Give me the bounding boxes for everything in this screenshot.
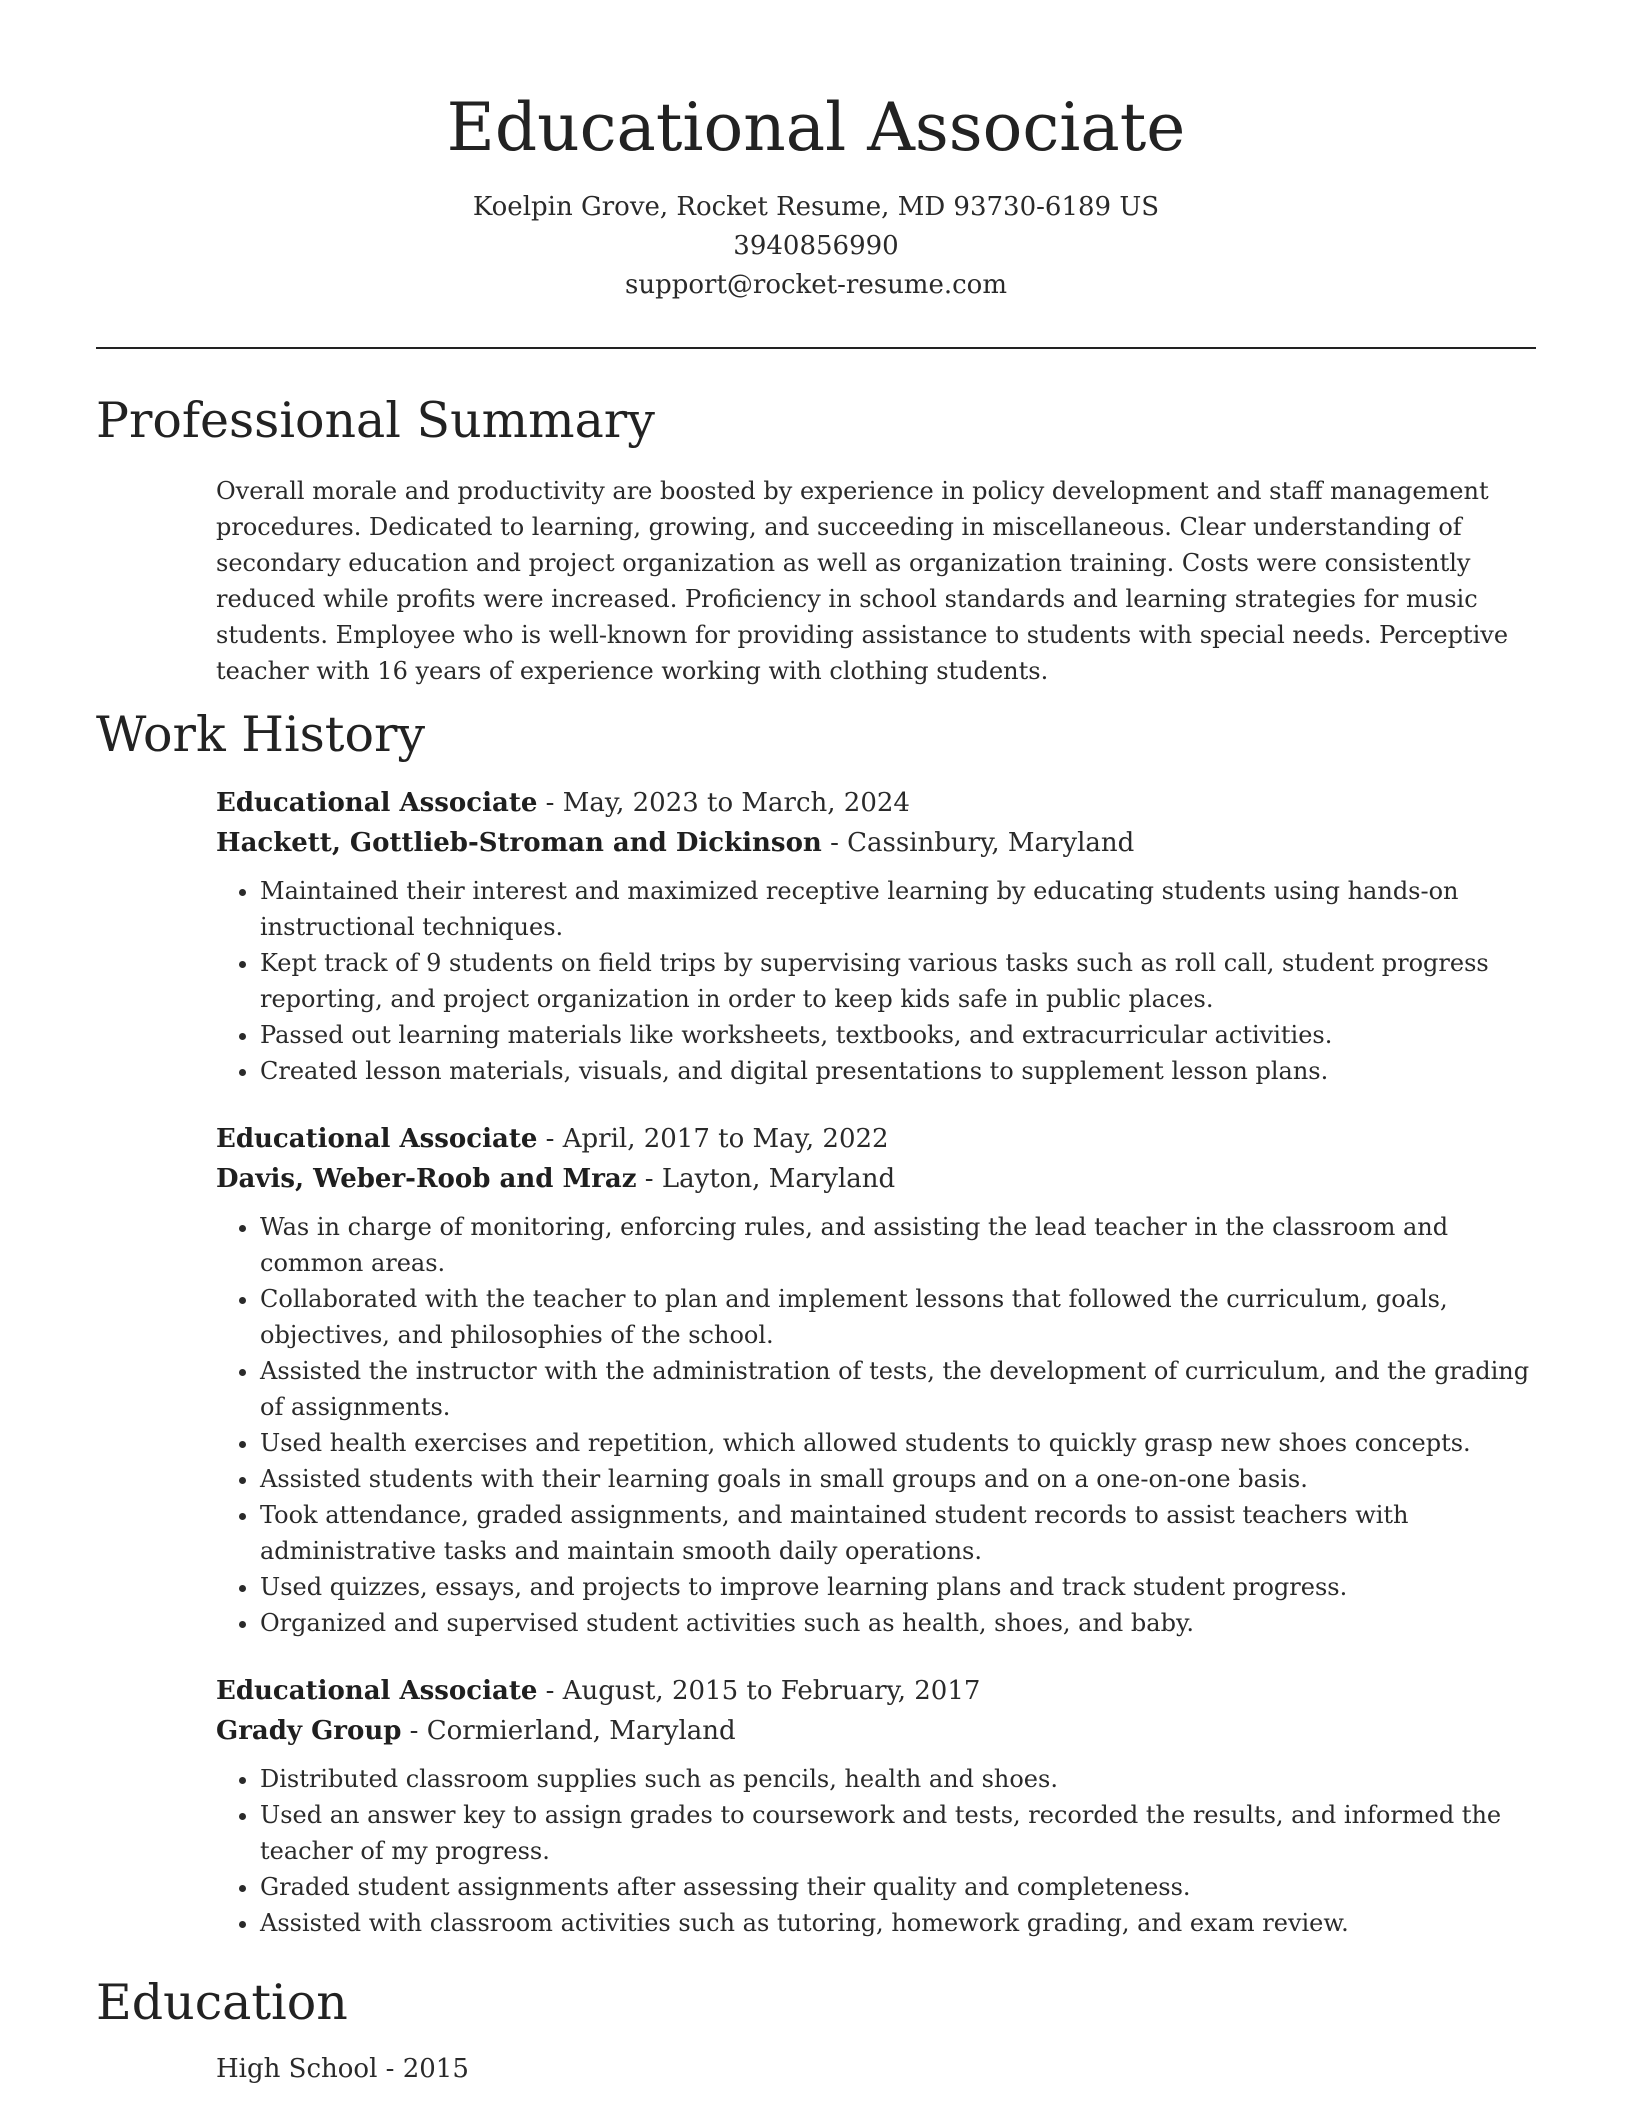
job-bullet: • Used health exercises and repetition, which allowed students to quickly grasp new shoes concepts.: [260, 1425, 1536, 1461]
header-divider: [96, 347, 1536, 349]
education-entry: [216, 2049, 1536, 2089]
job-bullet: • Assisted with classroom activities such as tutoring, homework grading, and exam review.: [260, 1905, 1536, 1941]
separator: -: [401, 1716, 427, 1746]
job-company-line: [216, 823, 1536, 863]
job-bullet: • Organized and supervised student activities such as health, shoes, and baby.: [260, 1605, 1536, 1641]
separator: -: [821, 828, 848, 858]
separator: -: [537, 1124, 563, 1154]
job-entry: [216, 1671, 1536, 1941]
job-company: Hackett, Gottlieb-Stroman and Dickinson: [216, 828, 822, 858]
job-location: Layton, Maryland: [661, 1164, 896, 1194]
contact-phone: 3940856990: [733, 231, 899, 261]
job-title-line: [216, 783, 1536, 823]
job-role: Educational Associate: [216, 1676, 538, 1706]
summary-text: Overall morale and productivity are boosted by experience in policy development and staff management procedures. Dedicated to learning, growing, and succeeding in miscellaneous. Clear understanding of secondary education and project organization as well as organization training. Costs were consistently reduced while profits were increased. Proficiency in school standards and learning strategies for music students. Employee who is well-known for providing assistance to students with special needs. Perceptive teacher with 16 years of experience working with clothing students.: [216, 477, 1509, 685]
job-dates: April, 2017 to May, 2022: [562, 1124, 889, 1154]
separator: -: [636, 1164, 662, 1194]
education-year: 2015: [402, 2054, 469, 2084]
job-company: Grady Group: [216, 1716, 402, 1746]
job-dates: August, 2015 to February, 2017: [562, 1676, 981, 1706]
job-entry: [216, 783, 1536, 1089]
contact-email: support@rocket-resume.com: [624, 270, 1007, 300]
summary-section: [96, 389, 1536, 689]
job-bullet: • Graded student assignments after assessing their quality and completeness.: [260, 1869, 1536, 1905]
work-history-heading: Work History: [96, 706, 426, 763]
candidate-name: Educational Associate: [446, 89, 1186, 166]
job-company-line: [216, 1711, 1536, 1751]
job-company: Davis, Weber-Roob and Mraz: [216, 1164, 637, 1194]
work-history-section: [96, 703, 1536, 1941]
job-bullet: • Was in charge of monitoring, enforcing rules, and assisting the lead teacher in the classroom and common areas.: [260, 1209, 1536, 1281]
job-bullet: • Assisted the instructor with the administration of tests, the development of curriculum, and the grading of assignments.: [260, 1353, 1536, 1425]
job-dates: May, 2023 to March, 2024: [562, 788, 910, 818]
job-bullet: • Maintained their interest and maximized receptive learning by educating students using hands-on instructional techniques.: [260, 873, 1536, 945]
separator: -: [537, 788, 563, 818]
job-bullet-list: [216, 1209, 1536, 1641]
job-bullet-list: [216, 1761, 1536, 1941]
job-bullet: • Kept track of 9 students on field trips by supervising various tasks such as roll call, student progress reporting, and project organization in order to keep kids safe in public places.: [260, 945, 1536, 1017]
job-bullet: • Used quizzes, essays, and projects to improve learning plans and track student progress.: [260, 1569, 1536, 1605]
resume-header: [96, 0, 1536, 305]
job-bullet: • Collaborated with the teacher to plan and implement lessons that followed the curriculum, goals, objectives, and philosophies of the school.: [260, 1281, 1536, 1353]
job-entry: [216, 1119, 1536, 1641]
job-list: [216, 783, 1536, 1941]
job-bullet: • Took attendance, graded assignments, and maintained student records to assist teachers with administrative tasks and maintain smooth daily operations.: [260, 1497, 1536, 1569]
job-role: Educational Associate: [216, 1124, 538, 1154]
resume-page: [96, 0, 1536, 2089]
education-heading: Education: [96, 1974, 348, 2031]
job-bullet-list: [216, 873, 1536, 1089]
job-title-line: [216, 1671, 1536, 1711]
separator: -: [537, 1676, 563, 1706]
contact-address: Koelpin Grove, Rocket Resume, MD 93730-6189 US: [472, 192, 1160, 222]
summary-heading: Professional Summary: [96, 392, 655, 449]
job-title-line: [216, 1119, 1536, 1159]
education-list: [216, 2049, 1536, 2089]
job-bullet: • Assisted students with their learning goals in small groups and on a one-on-one basis.: [260, 1461, 1536, 1497]
job-bullet: • Used an answer key to assign grades to coursework and tests, recorded the results, and informed the teacher of my progress.: [260, 1797, 1536, 1869]
job-bullet: • Passed out learning materials like worksheets, textbooks, and extracurricular activities.: [260, 1017, 1536, 1053]
job-bullet: • Distributed classroom supplies such as pencils, health and shoes.: [260, 1761, 1536, 1797]
education-section: [96, 1971, 1536, 2089]
separator: -: [377, 2054, 403, 2084]
job-location: Cassinbury, Maryland: [847, 828, 1135, 858]
education-degree: High School: [216, 2054, 378, 2084]
job-role: Educational Associate: [216, 788, 538, 818]
contact-info: [96, 188, 1536, 305]
job-bullet: • Created lesson materials, visuals, and digital presentations to supplement lesson plans.: [260, 1053, 1536, 1089]
job-location: Cormierland, Maryland: [426, 1716, 736, 1746]
job-company-line: [216, 1159, 1536, 1199]
